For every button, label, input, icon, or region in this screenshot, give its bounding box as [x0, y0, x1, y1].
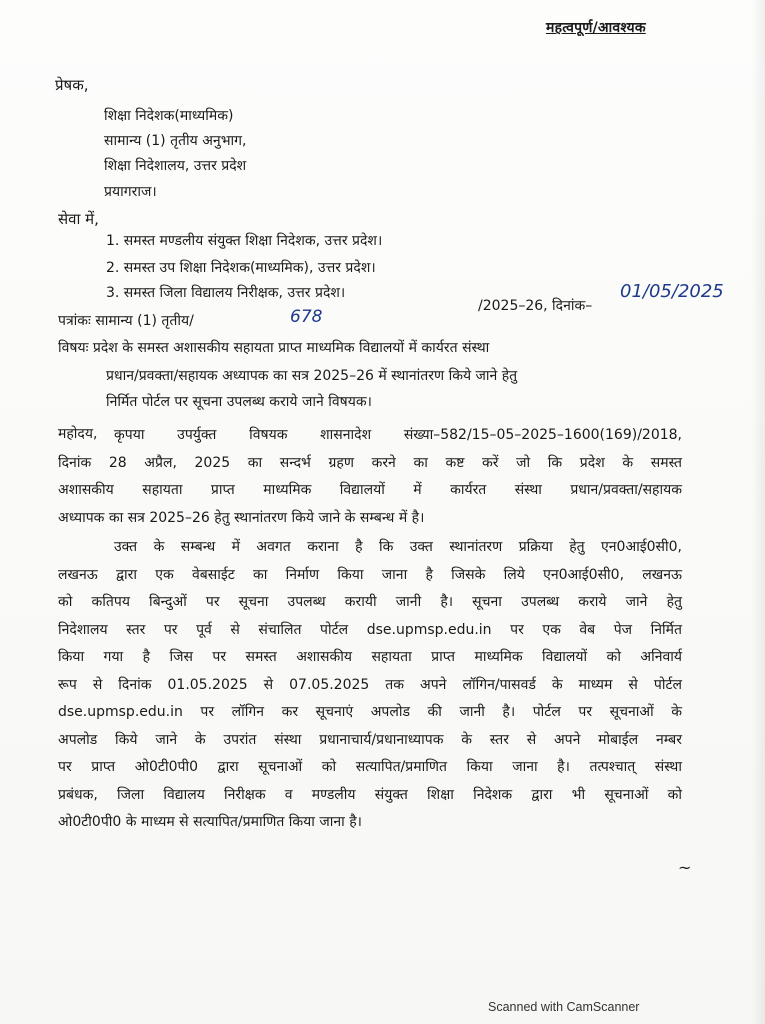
subject-line-1 — [58, 338, 708, 357]
paragraph-2-line-7: dse.upmsp.edu.in पर लॉगिन कर सूचनाएं अपलोड की जानी है। पोर्टल पर सूचनाओं के — [58, 704, 682, 720]
paragraph-2-line-9: पर प्राप्त ओ0टी0पी0 द्वारा सूचनाओं को सत्यापित/प्रमाणित किया जाना है। तत्पश्चात् संस्था — [58, 759, 682, 775]
camscanner-watermark: Scanned with CamScanner — [488, 1000, 640, 1014]
paragraph-2-line-11: ओ0टी0पी0 के माध्यम से सत्यापित/प्रमाणित किया जाना है। — [58, 814, 362, 830]
sender-line-3: शिक्षा निदेशालय, उत्तर प्रदेश — [104, 158, 247, 174]
paragraph-2-line-1: उक्त के सम्बन्ध में अवगत कराना है कि उक्त स्थानांतरण प्रक्रिया हेतु एन0आई0सी0, — [114, 539, 682, 555]
sender-label: प्रेषक, — [55, 76, 89, 94]
date-handwritten: 01/05/2025 — [620, 281, 724, 302]
recipient-item-1: 1. समस्त मण्डलीय संयुक्त शिक्षा निदेशक, उत्तर प्रदेश। — [106, 233, 383, 249]
paragraph-2-line-8: अपलोड किये जाने के उपरांत संस्था प्रधानाचार्य/प्रधानाध्यापक के स्तर से अपने मोबाईल नम्बर — [58, 731, 682, 748]
recipient-item-3: 3. समस्त जिला विद्यालय निरीक्षक, उत्तर प्रदेश। — [106, 285, 346, 301]
paragraph-1-line-3: अशासकीय सहायता प्राप्त माध्यमिक विद्यालयों में कार्यरत संस्था प्रधान/प्रवक्ता/सहायक — [58, 482, 682, 498]
subject-line-3: निर्मित पोर्टल पर सूचना उपलब्ध कराये जाने विषयक। — [106, 394, 372, 410]
scan-edge-shadow — [751, 0, 765, 1024]
recipient-item-2: 2. समस्त उप शिक्षा निदेशक(माध्यमिक), उत्तर प्रदेश। — [106, 260, 376, 276]
sender-line-4: प्रयागराज। — [104, 184, 157, 200]
sender-line-2: सामान्य (1) तृतीय अनुभाग, — [104, 133, 247, 149]
letter-number-suffix: /2025–26, दिनांक– — [478, 298, 593, 314]
paragraph-2-line-5: किया गया है जिस पर समस्त अशासकीय सहायता प्राप्त माध्यमिक विद्यालयों को अनिवार्य — [58, 649, 682, 665]
paragraph-2-line-6: रूप से दिनांक 01.05.2025 से 07.05.2025 तक अपने लॉगिन/पासवर्ड के माध्यम से पोर्टल — [58, 676, 682, 693]
paragraph-1-line-4: अध्यापक का सत्र 2025–26 हेतु स्थानांतरण किये जाने के सम्बन्ध में है। — [58, 509, 425, 526]
importance-label: महत्वपूर्ण/आवश्यक — [546, 20, 646, 36]
recipients-label: सेवा में, — [58, 210, 99, 228]
sender-line-1: शिक्षा निदेशक(माध्यमिक) — [104, 108, 234, 124]
salutation: महोदय, — [58, 426, 98, 442]
letter-number-prefix: पत्रांकः सामान्य (1) तृतीय/ — [58, 313, 194, 329]
letter-number-handwritten: 678 — [290, 307, 323, 327]
paragraph-1-line-1: कृपया उपर्युक्त विषयक शासनादेश संख्या–582/15–05–2025–1600(169)/2018, — [114, 427, 682, 443]
subject-line-2: प्रधान/प्रवक्ता/सहायक अध्यापक का सत्र 2025–26 में स्थानांतरण किये जाने हेतु — [106, 368, 518, 384]
paragraph-1-line-2: दिनांक 28 अप्रैल, 2025 का सन्दर्भ ग्रहण करने का कष्ट करें जो कि प्रदेश के समस्त — [58, 454, 682, 471]
paragraph-2-line-2: लखनऊ द्वारा एक वेबसाईट का निर्माण किया जाना है जिसके लिये एन0आई0सी0, लखनऊ — [58, 566, 682, 583]
subject-line-1-text: विषयः प्रदेश के समस्त अशासकीय सहायता प्राप्त माध्यमिक विद्यालयों में कार्यरत संस्था — [58, 340, 490, 356]
paragraph-2-line-4: निदेशालय स्तर पर पूर्व से संचालित पोर्टल dse.upmsp.edu.in पर एक वेब पेज निर्मित — [58, 621, 682, 638]
paragraph-2 — [58, 534, 682, 837]
handwritten-mark: ~ — [678, 858, 692, 877]
paragraph-2-line-3: को कतिपय बिन्दुओं पर सूचना उपलब्ध करायी जानी है। सूचना उपलब्ध कराये जाने हेतु — [58, 594, 682, 610]
paragraph-1 — [58, 422, 682, 532]
paragraph-2-line-10: प्रबंधक, जिला विद्यालय निरीक्षक व मण्डलीय संयुक्त शिक्षा निदेशक द्वारा भी सूचनाओं को — [58, 786, 682, 803]
